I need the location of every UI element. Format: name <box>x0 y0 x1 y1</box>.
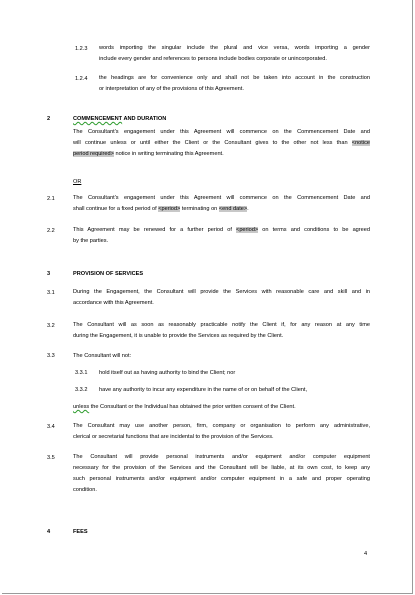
section-heading: PROVISION OF SERVICES <box>73 271 144 277</box>
clause-text-line: during the Engagement, it is unable to provide the Services as required by the Client. <box>73 333 284 339</box>
clause-text-line: hold itself out as having authority to bind the Client; nor <box>99 370 236 376</box>
clause-text-line: condition. <box>73 487 97 493</box>
section-number: 4 <box>47 529 51 535</box>
clause-text-line: by the parties. <box>73 238 109 244</box>
clause-text-line: have any authority to incur any expenditure in the name of or on behalf of the Client, <box>99 387 308 393</box>
clause-text-line: necessary for the provision of the Services and the Consultant will be liable, at its own cost, to keep any <box>73 465 370 471</box>
document-page <box>2 0 413 594</box>
clause-text-line: words importing the singular include the plural and vice versa, words importing a gender <box>99 45 370 51</box>
clause-number: 3.1 <box>47 290 55 296</box>
section-number: 2 <box>47 116 51 122</box>
clause-number: 3.3.2 <box>75 387 88 393</box>
clause-number: 3.5 <box>47 455 55 461</box>
clause-text-line: The Consultant's engagement under this Agreement will commence on the Commencement Date and <box>73 129 370 135</box>
clause-text-line: include every gender and references to persons include bodies corporate or unincorporated. <box>99 56 327 62</box>
clause-text-line: shall continue for a fixed period of <period> terminating on <end date>. <box>73 206 249 212</box>
page-number: 4 <box>364 551 368 557</box>
clause-text-line: unless the Consultant or the Individual has obtained the prior written consent of the Client. <box>73 404 296 410</box>
clause-text-line: The Consultant's engagement under this Agreement will commence on the Commencement Date and <box>73 195 370 201</box>
or-separator: OR <box>73 179 82 185</box>
section-heading: COMMENCEMENT AND DURATION <box>73 116 167 122</box>
clause-number: 2.1 <box>47 196 55 202</box>
clause-text-line: The Consultant may use another person, firm, company or organisation to perform any administrative, <box>73 423 370 429</box>
clause-number: 3.3.1 <box>75 370 88 376</box>
clause-text-line: This Agreement may be renewed for a further period of <period> on terms and conditions to be agreed <box>73 227 370 233</box>
clause-text-line: will continue unless or until either the Client or the Consultant gives to the other not less than <notice <box>73 140 370 146</box>
clause-text-line: The Consultant will not: <box>73 353 132 359</box>
clause-text-line: or interpretation of any of the provisions of this Agreement. <box>99 86 244 92</box>
clause-number: 1.2.3 <box>75 46 88 52</box>
clause-text-line: accordance with this Agreement. <box>73 300 154 306</box>
clause-number: 3.4 <box>47 424 55 430</box>
clause-number: 2.2 <box>47 228 55 234</box>
clause-text-line: such personal instruments and/or equipment and/or computer equipment in a safe and proper operating <box>73 476 370 482</box>
clause-text-line: The Consultant will provide personal instruments and/or equipment and/or computer equipment <box>73 454 370 460</box>
section-number: 3 <box>47 271 51 277</box>
section-heading: FEES <box>73 529 88 535</box>
clause-text-line: During the Engagement, the Consultant will provide the Services with reasonable care and skill and in <box>73 289 370 295</box>
clause-text-line: period required> notice in writing terminating this Agreement. <box>73 151 224 157</box>
clause-text-line: clerical or secretarial functions that are incidental to the provision of the Services. <box>73 434 274 440</box>
clause-text-line: the headings are for convenience only and shall not be taken into account in the construction <box>99 75 370 81</box>
clause-number: 3.2 <box>47 323 55 329</box>
clause-number: 1.2.4 <box>75 76 88 82</box>
clause-number: 3.3 <box>47 353 55 359</box>
clause-text-line: The Consultant will as soon as reasonably practicable notify the Client if, for any reason at any time <box>73 322 370 328</box>
